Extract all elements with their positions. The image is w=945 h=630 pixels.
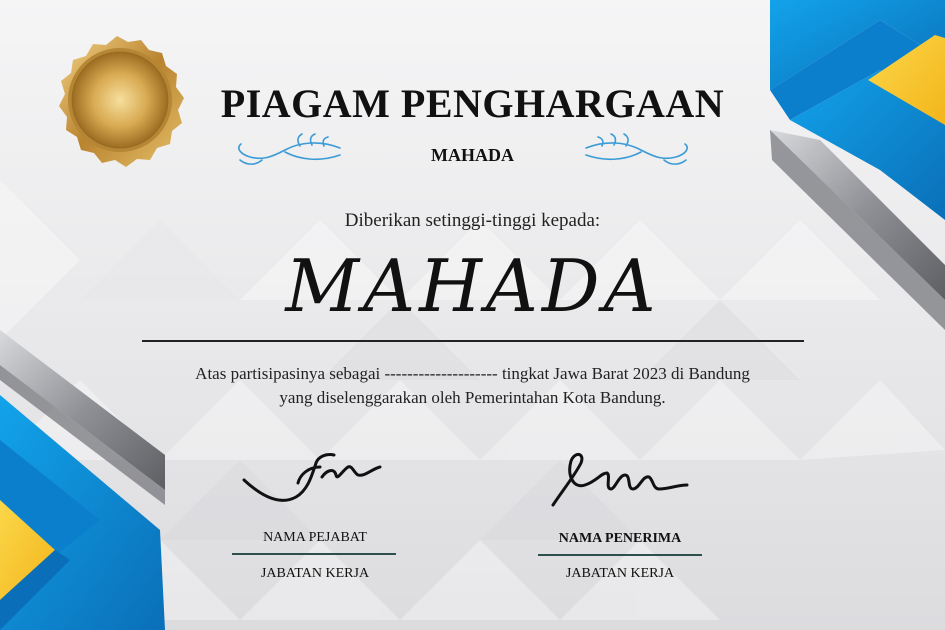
recipient-underline	[142, 340, 804, 342]
signature-line-1	[232, 553, 396, 555]
certificate-description	[0, 362, 945, 410]
certificate-title: PIAGAM PENGHARGAAN	[220, 81, 725, 126]
description-line-1: Atas partisipasinya sebagai -------------------- tingkat Jawa Barat 2023 di Bandung	[195, 364, 750, 383]
certificate-subtitle: MAHADA	[431, 145, 514, 165]
description-line-2: yang diselenggarakan oleh Pemerintahan Kota Bandung.	[279, 388, 666, 407]
signature-icon	[238, 445, 388, 510]
signer-position-2: JABATAN KERJA	[565, 566, 675, 581]
signer-name-1: NAMA PEJABAT	[263, 530, 367, 545]
recipient-name: MAHADA	[285, 244, 660, 328]
signature-icon	[545, 445, 695, 515]
signer-position-1: JABATAN KERJA	[260, 566, 370, 581]
signature-line-2	[538, 554, 702, 556]
given-to-text: Diberikan setinggi-tinggi kepada:	[344, 210, 601, 231]
signer-name-2: NAMA PENERIMA	[558, 531, 682, 546]
